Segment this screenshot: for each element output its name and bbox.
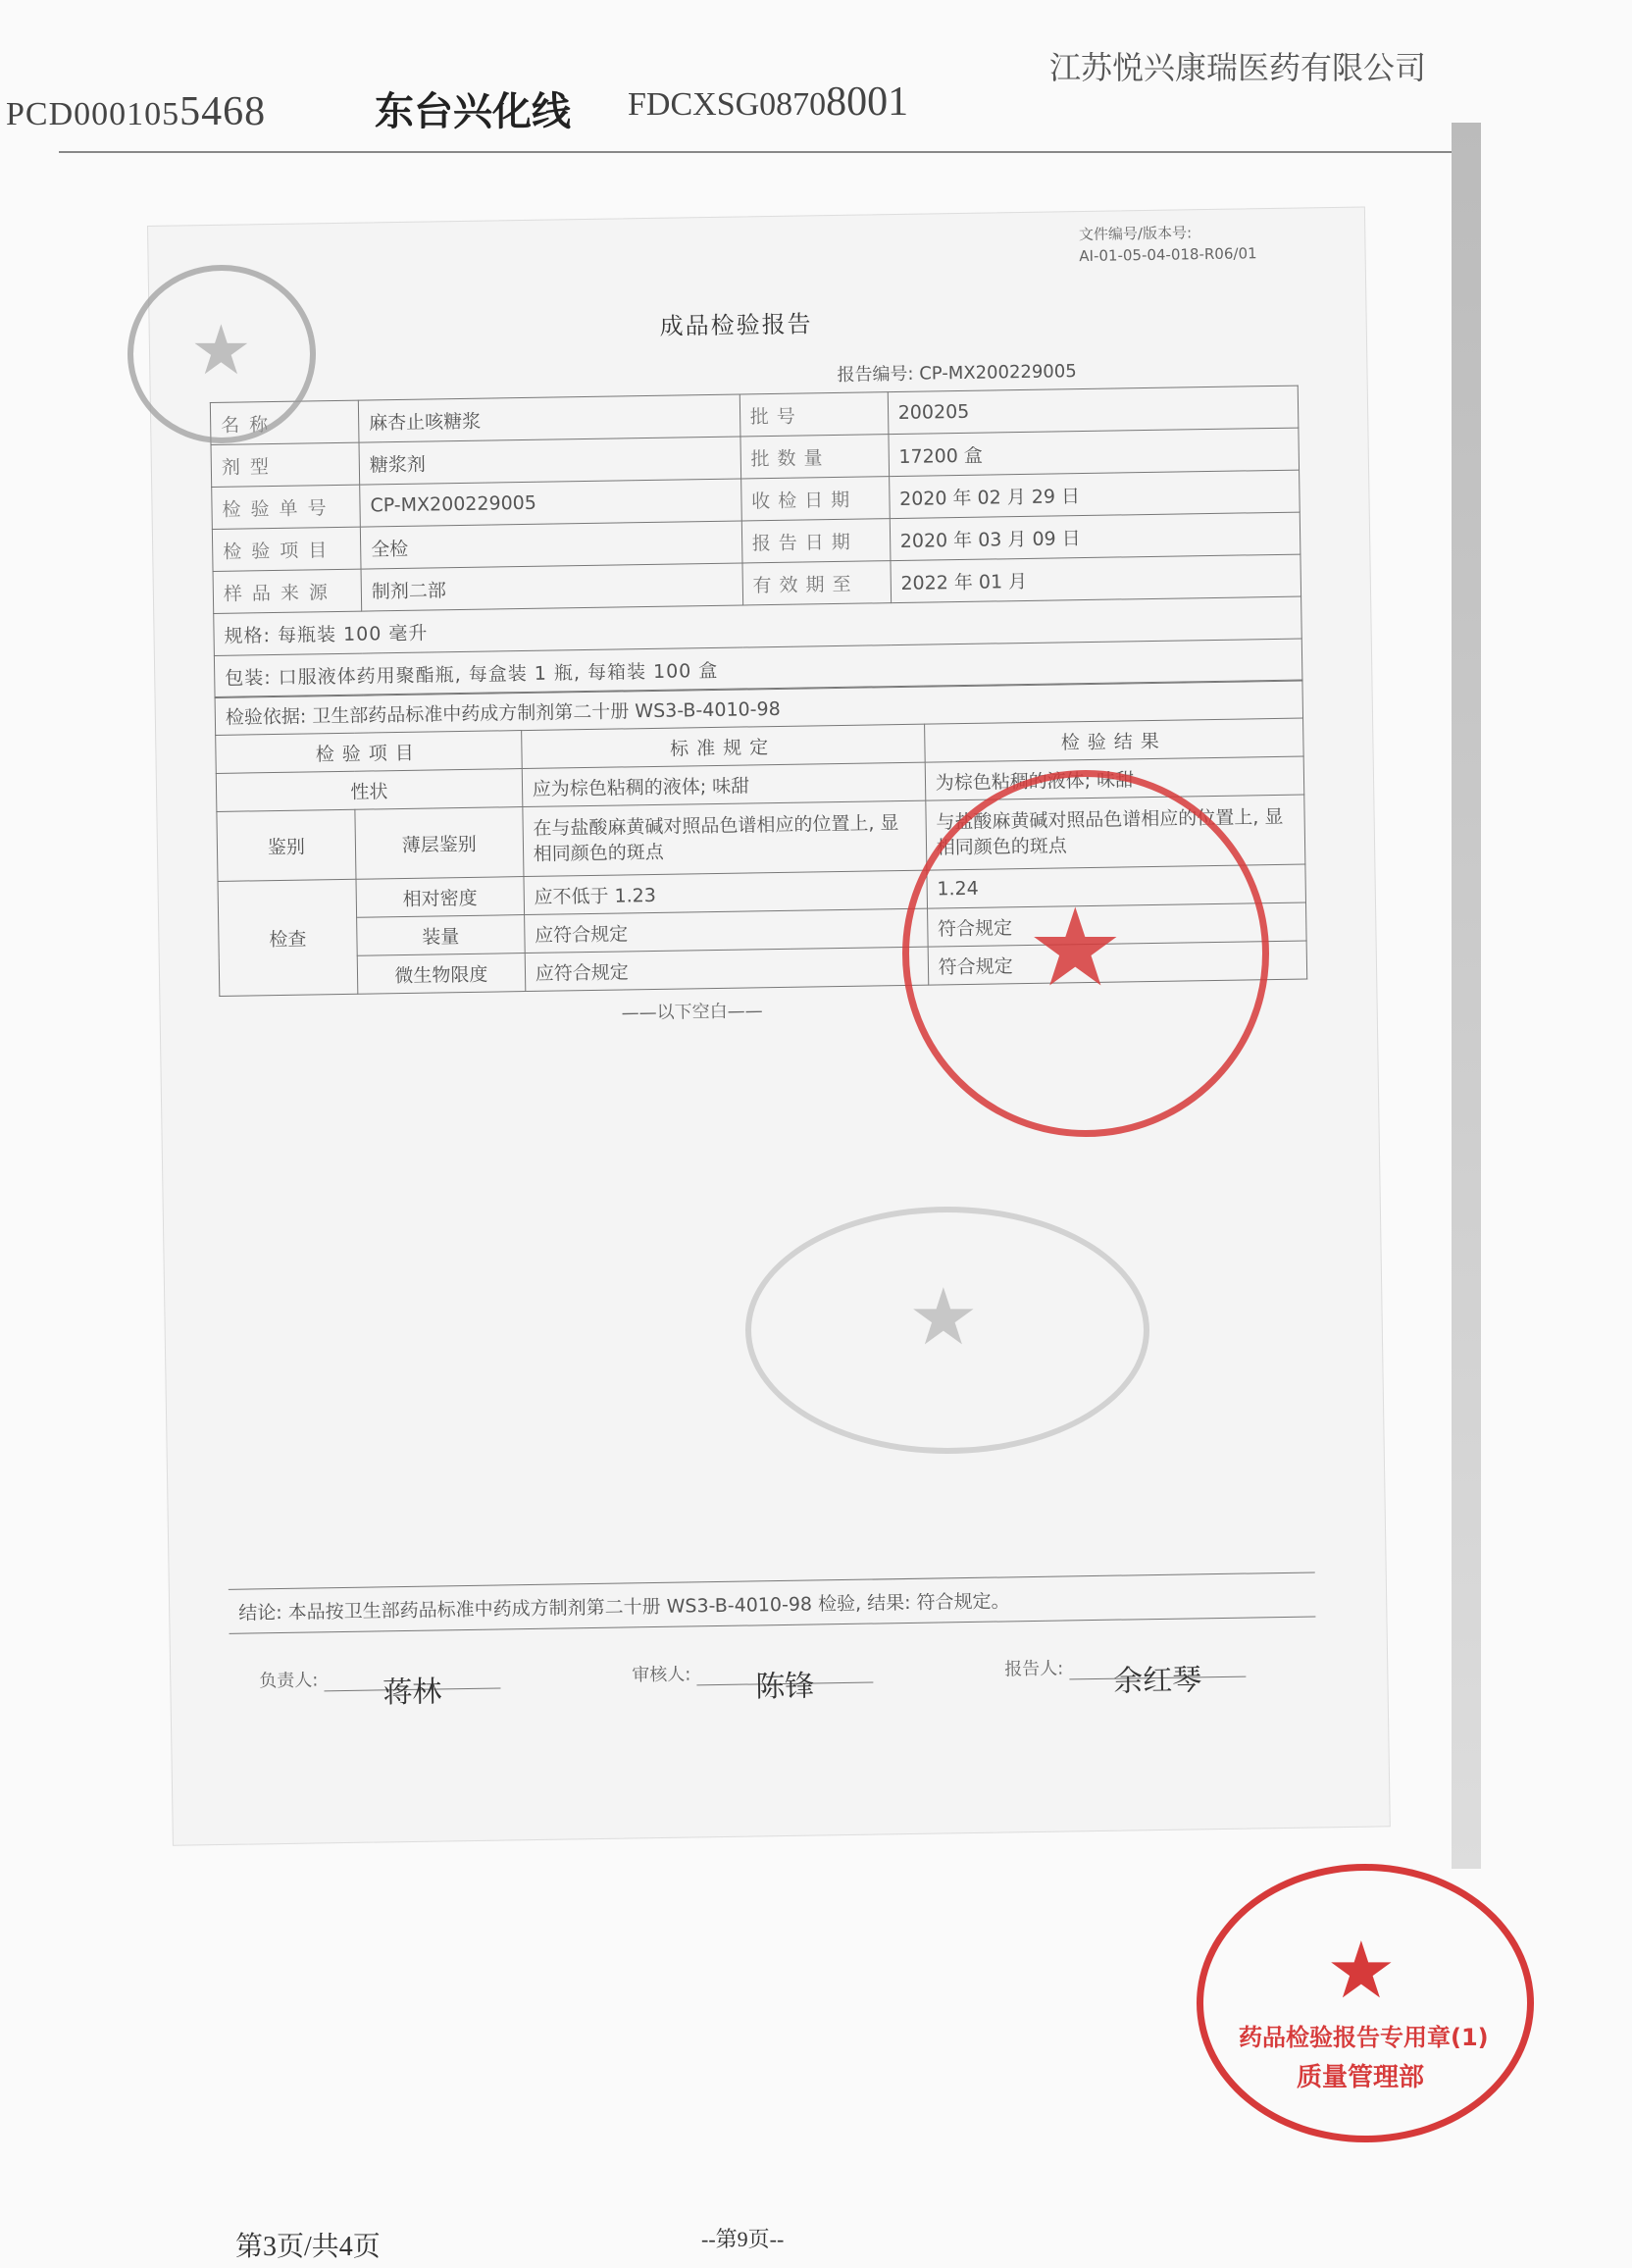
ident-standard: 在与盐酸麻黄碱对照品色谱相应的位置上, 显相同颜色的斑点 xyxy=(523,800,927,876)
seal-department-text: 质量管理部 xyxy=(1297,2063,1425,2092)
source-value: 制剂二部 xyxy=(361,563,742,611)
doc-version-label: 文件编号/版本号: xyxy=(1078,224,1193,244)
route-label: 东台兴化线 xyxy=(375,89,571,134)
expiry-value: 2022 年 01 月 xyxy=(891,554,1301,603)
batch-label: 批号 xyxy=(740,392,889,437)
shipment-code-prefix: FDCXSG0870 xyxy=(628,86,827,123)
blank-below-note: ——以下空白—— xyxy=(621,1001,763,1024)
red-seal-middle xyxy=(902,770,1269,1137)
density-standard: 应不低于 1.23 xyxy=(524,870,928,914)
appearance-standard: 应为棕色粘稠的液体; 味甜 xyxy=(522,762,926,806)
volume-label: 装量 xyxy=(357,915,525,956)
name-value: 麻杏止咳糖浆 xyxy=(358,394,740,442)
report-title: 成品检验报告 xyxy=(659,310,813,340)
shipment-code-suffix: 8001 xyxy=(826,79,909,125)
name-label: 名称 xyxy=(210,400,359,444)
page-of-total: 第3页/共4页 xyxy=(235,2232,381,2262)
reported-value: 2020 年 03 月 09 日 xyxy=(890,512,1300,561)
item-label: 检验项目 xyxy=(212,527,361,571)
appearance-label: 性状 xyxy=(216,769,522,812)
reporter-name: 余红琴 xyxy=(1069,1655,1246,1680)
spec-row: 规格: 每瓶装 100 毫升 xyxy=(214,596,1302,655)
star-icon: ★ xyxy=(1027,885,1124,1010)
quantity-value: 17200 盒 xyxy=(889,428,1300,477)
gray-seal-top-left xyxy=(128,265,316,443)
ident-label: 鉴别 xyxy=(217,809,356,881)
info-table xyxy=(210,386,1303,698)
quantity-label: 批数量 xyxy=(740,435,890,479)
micro-standard: 应符合规定 xyxy=(525,947,929,991)
volume-result: 符合规定 xyxy=(927,902,1306,947)
basis-row: 检验依据: 卫生部药品标准中药成方制剂第二十册 WS3-B-4010-98 xyxy=(215,680,1302,735)
red-seal-bottom xyxy=(1197,1864,1534,2142)
responsible-name: 蒋林 xyxy=(324,1667,500,1692)
received-label: 收检日期 xyxy=(740,477,890,521)
doc-version-value: AI-01-05-04-018-R06/01 xyxy=(1079,244,1257,266)
density-label: 相对密度 xyxy=(356,877,524,918)
col-header-standard: 标准规定 xyxy=(521,724,925,768)
reviewer-name: 陈锋 xyxy=(696,1661,873,1686)
page-number: --第9页-- xyxy=(701,2227,785,2251)
density-result: 1.24 xyxy=(927,864,1306,908)
seal-purpose-text: 药品检验报告专用章(1) xyxy=(1239,2024,1489,2051)
received-value: 2020 年 02 月 29 日 xyxy=(889,470,1300,519)
reporter-signature xyxy=(1004,1652,1246,1699)
form-value: 糖浆剂 xyxy=(359,437,740,485)
source-label: 样品来源 xyxy=(213,569,362,613)
appearance-result: 为棕色粘稠的液体; 味甜 xyxy=(925,756,1304,800)
responsible-signature xyxy=(259,1664,500,1711)
ident-sub-label: 薄层鉴别 xyxy=(355,807,524,880)
document-code-prefix: PCD000105 xyxy=(6,96,180,132)
reported-label: 报告日期 xyxy=(741,519,891,563)
col-header-result: 检验结果 xyxy=(924,718,1303,762)
star-icon: ★ xyxy=(190,310,252,390)
responsible-label: 负责人: xyxy=(259,1670,319,1692)
doc-version-block xyxy=(1079,221,1257,267)
document-code-suffix: 5468 xyxy=(179,89,267,134)
sheet-label: 检验单号 xyxy=(212,485,361,529)
batch-value: 200205 xyxy=(888,386,1299,435)
reporter-label: 报告人: xyxy=(1004,1658,1064,1680)
col-header-item: 检验项目 xyxy=(216,731,522,774)
item-value: 全检 xyxy=(360,521,741,569)
scan-edge-shadow xyxy=(1452,123,1481,1869)
company-name: 江苏悦兴康瑞医药有限公司 xyxy=(1049,49,1427,86)
star-icon: ★ xyxy=(908,1271,979,1363)
signature-row xyxy=(259,1650,1338,1711)
reviewer-signature xyxy=(632,1658,873,1705)
expiry-label: 有效期至 xyxy=(742,561,892,605)
conclusion-text: 结论: 本品按卫生部药品标准中药成方制剂第二十册 WS3-B-4010-98 检验, 结果: 符合规定。 xyxy=(238,1590,1010,1624)
star-icon: ★ xyxy=(1326,1925,1397,2016)
package-row: 包装: 口服液体药用聚酯瓶, 每盒装 1 瓶, 每箱装 100 盒 xyxy=(214,639,1302,697)
sheet-value: CP-MX200229005 xyxy=(360,479,741,527)
check-label: 检查 xyxy=(218,879,358,996)
volume-standard: 应符合规定 xyxy=(524,908,928,953)
header-divider xyxy=(59,151,1452,153)
document-code xyxy=(6,88,266,135)
ident-result: 与盐酸麻黄碱对照品色谱相应的位置上, 显相同颜色的斑点 xyxy=(926,795,1305,870)
report-number: 报告编号: CP-MX200229005 xyxy=(837,361,1077,386)
reviewer-label: 审核人: xyxy=(632,1664,691,1686)
micro-result: 符合规定 xyxy=(928,941,1307,985)
shipment-code xyxy=(628,78,908,126)
micro-label: 微生物限度 xyxy=(357,954,525,995)
gray-seal-center xyxy=(745,1207,1149,1454)
form-label: 剂型 xyxy=(211,442,360,487)
